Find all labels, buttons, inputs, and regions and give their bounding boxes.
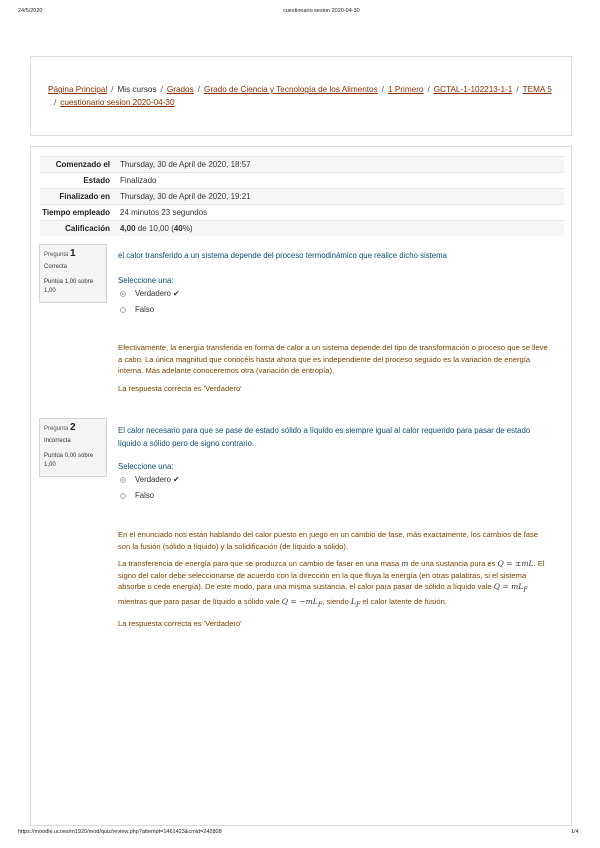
breadcrumb-separator: / <box>160 85 163 94</box>
option-label: Verdadero <box>135 475 171 484</box>
breadcrumb-degree-link[interactable]: Grado de Ciencia y Tecnología de los Alimentos <box>204 85 378 94</box>
radio-selected-icon[interactable] <box>120 291 126 297</box>
summary-value: Thursday, 30 de April de 2020, 18:57 <box>120 160 251 169</box>
math-subscript: F <box>356 602 361 609</box>
summary-value: Thursday, 30 de April de 2020, 19:21 <box>120 192 251 201</box>
option-label: Verdadero <box>135 289 171 298</box>
breadcrumb-year-link[interactable]: 1 Primero <box>388 85 424 94</box>
breadcrumb-separator: / <box>516 85 519 94</box>
question-number <box>44 249 102 260</box>
math-expression: m <box>401 559 409 569</box>
breadcrumb-my-courses: Mis cursos <box>117 85 157 94</box>
question-1-prompt: Seleccione una: <box>118 276 174 285</box>
print-date: 24/5/2020 <box>18 8 43 14</box>
option-label: Falso <box>135 491 155 500</box>
summary-row <box>40 189 564 205</box>
correct-check-icon: ✔ <box>172 475 180 484</box>
correct-answer-text: La respuesta correcta es 'Verdadero' <box>118 618 242 628</box>
feedback-text: En el enunciado nos están hablando del calor puesto en juego en un cambio de fase, más exactamente, los cambios de fase son la fusión (sólido a líquido) y la solidificación (de líquido a sólido). <box>118 530 539 551</box>
breadcrumb-quiz-link[interactable]: cuestionario sesion 2020-04-30 <box>60 97 175 107</box>
question-2-info <box>39 418 107 477</box>
math-subscript: F <box>317 602 323 609</box>
math-main: Q = −mL <box>281 597 318 607</box>
grade-end: %) <box>182 224 193 233</box>
breadcrumb-grados-link[interactable]: Grados <box>166 85 194 94</box>
question-2-prompt: Seleccione una: <box>118 462 174 471</box>
math-expression <box>350 597 361 609</box>
feedback-fragment: . El signo del calor debe seleccionarse de acuerdo con la dirección en la que fluya la energía (en otras palabras, si el sistema absorbe o cede energía). De este modo, para una misma sustancia, el calor para pasar de sólido a líquido vale <box>118 559 545 592</box>
question-2-text: El calor necesario para que se pase de estado sólido a líquido es siempre igual al calor requerido para pasar de estado líquido a sólido pero de signo contrario. <box>118 426 531 448</box>
feedback-fragment: de una sustancia pura es <box>408 559 498 569</box>
summary-label: Comenzado el <box>55 160 110 169</box>
feedback-text: Efectivamente, la energía transferida en forma de calor a un sistema depende del tipo de transformación o proceso que se lleve a cabo. La única magnitud que conocéis hasta ahora que es independiente del proceso seguido es la variación de energía interna. Más adelante conoceremos otra (variación de entropía). <box>118 343 548 376</box>
breadcrumb-separator: / <box>427 85 430 94</box>
breadcrumb-home-link[interactable]: Página Principal <box>48 85 108 94</box>
summary-row <box>40 205 564 221</box>
grade-value <box>116 221 564 237</box>
math-expression: Q = ±mL <box>497 559 534 569</box>
summary-value: Finalizado <box>120 176 157 185</box>
summary-label: Finalizado en <box>59 192 110 201</box>
feedback-fragment: , siendo <box>322 597 351 607</box>
breadcrumb-topic-link[interactable]: TEMA 5 <box>522 85 552 94</box>
grade-score: 4,00 <box>120 224 136 233</box>
question-number <box>44 423 102 434</box>
breadcrumb-separator: / <box>381 85 384 94</box>
attempt-summary-table <box>40 156 564 236</box>
grade-rest: de 10,00 ( <box>135 224 174 233</box>
correct-check-icon: ✔ <box>172 289 180 298</box>
summary-label: Calificación <box>65 224 110 233</box>
grade-percent: 40 <box>173 224 183 233</box>
feedback-text <box>118 558 550 611</box>
breadcrumb <box>48 84 560 109</box>
question-status: Incorrecta <box>44 438 71 444</box>
summary-row <box>40 173 564 189</box>
question-status: Correcta <box>44 264 68 270</box>
breadcrumb-course-link[interactable]: GCTAL-1-102213-1-1 <box>433 85 513 94</box>
question-1-info <box>39 244 107 303</box>
print-title: cuestionario sesion 2020-04-30 <box>283 8 360 14</box>
main-content-card <box>30 146 572 826</box>
feedback-fragment: el calor latente de fusión. <box>360 597 447 607</box>
question-2-option-true[interactable] <box>120 475 180 484</box>
radio-selected-icon[interactable] <box>120 477 126 483</box>
print-page-number: 1/4 <box>571 829 579 835</box>
question-number-value: 2 <box>70 422 76 433</box>
breadcrumb-separator: / <box>54 97 57 107</box>
math-subscript: F <box>523 586 528 594</box>
breadcrumb-separator: / <box>111 85 114 94</box>
math-main: L <box>350 597 356 607</box>
math-main: Q = mL <box>493 582 524 592</box>
summary-row <box>40 221 564 237</box>
radio-icon[interactable] <box>120 493 126 499</box>
summary-label: Estado <box>83 176 110 185</box>
question-1-option-true[interactable] <box>120 289 180 298</box>
option-label: Falso <box>135 305 155 314</box>
feedback-fragment: mientras que para pasar de líquido a sólido vale <box>118 597 282 607</box>
question-2-feedback <box>118 529 550 635</box>
question-points: Puntúa 0,00 sobre 1,00 <box>44 453 94 468</box>
question-label: Pregunta <box>44 252 69 258</box>
question-1-feedback <box>118 342 550 400</box>
summary-row <box>40 157 564 173</box>
breadcrumb-separator: / <box>197 85 200 94</box>
summary-label: Tiempo empleado <box>42 208 110 217</box>
question-1-text: el calor transferido a un sistema depende del proceso termodinámico que realice dicho sistema <box>118 251 447 260</box>
question-number-value: 1 <box>70 248 76 259</box>
radio-icon[interactable] <box>120 307 126 313</box>
print-url: https://moodle.ucoes/m1920/mod/quiz/review.php?attempt=1461423&cmid=242808 <box>18 829 222 835</box>
feedback-fragment: La transferencia de energía para que se produzca un cambio de faser en una masa <box>118 559 402 569</box>
math-expression <box>281 597 323 609</box>
math-expression <box>493 582 528 594</box>
question-points: Puntúa 1,00 sobre 1,00 <box>44 279 94 294</box>
correct-answer-text: La respuesta correcta es 'Verdadero' <box>118 383 242 393</box>
question-label: Pregunta <box>44 426 69 432</box>
summary-value: 24 minutos 23 segundos <box>120 208 208 217</box>
question-1-option-false[interactable] <box>120 305 154 314</box>
question-2-option-false[interactable] <box>120 491 154 500</box>
